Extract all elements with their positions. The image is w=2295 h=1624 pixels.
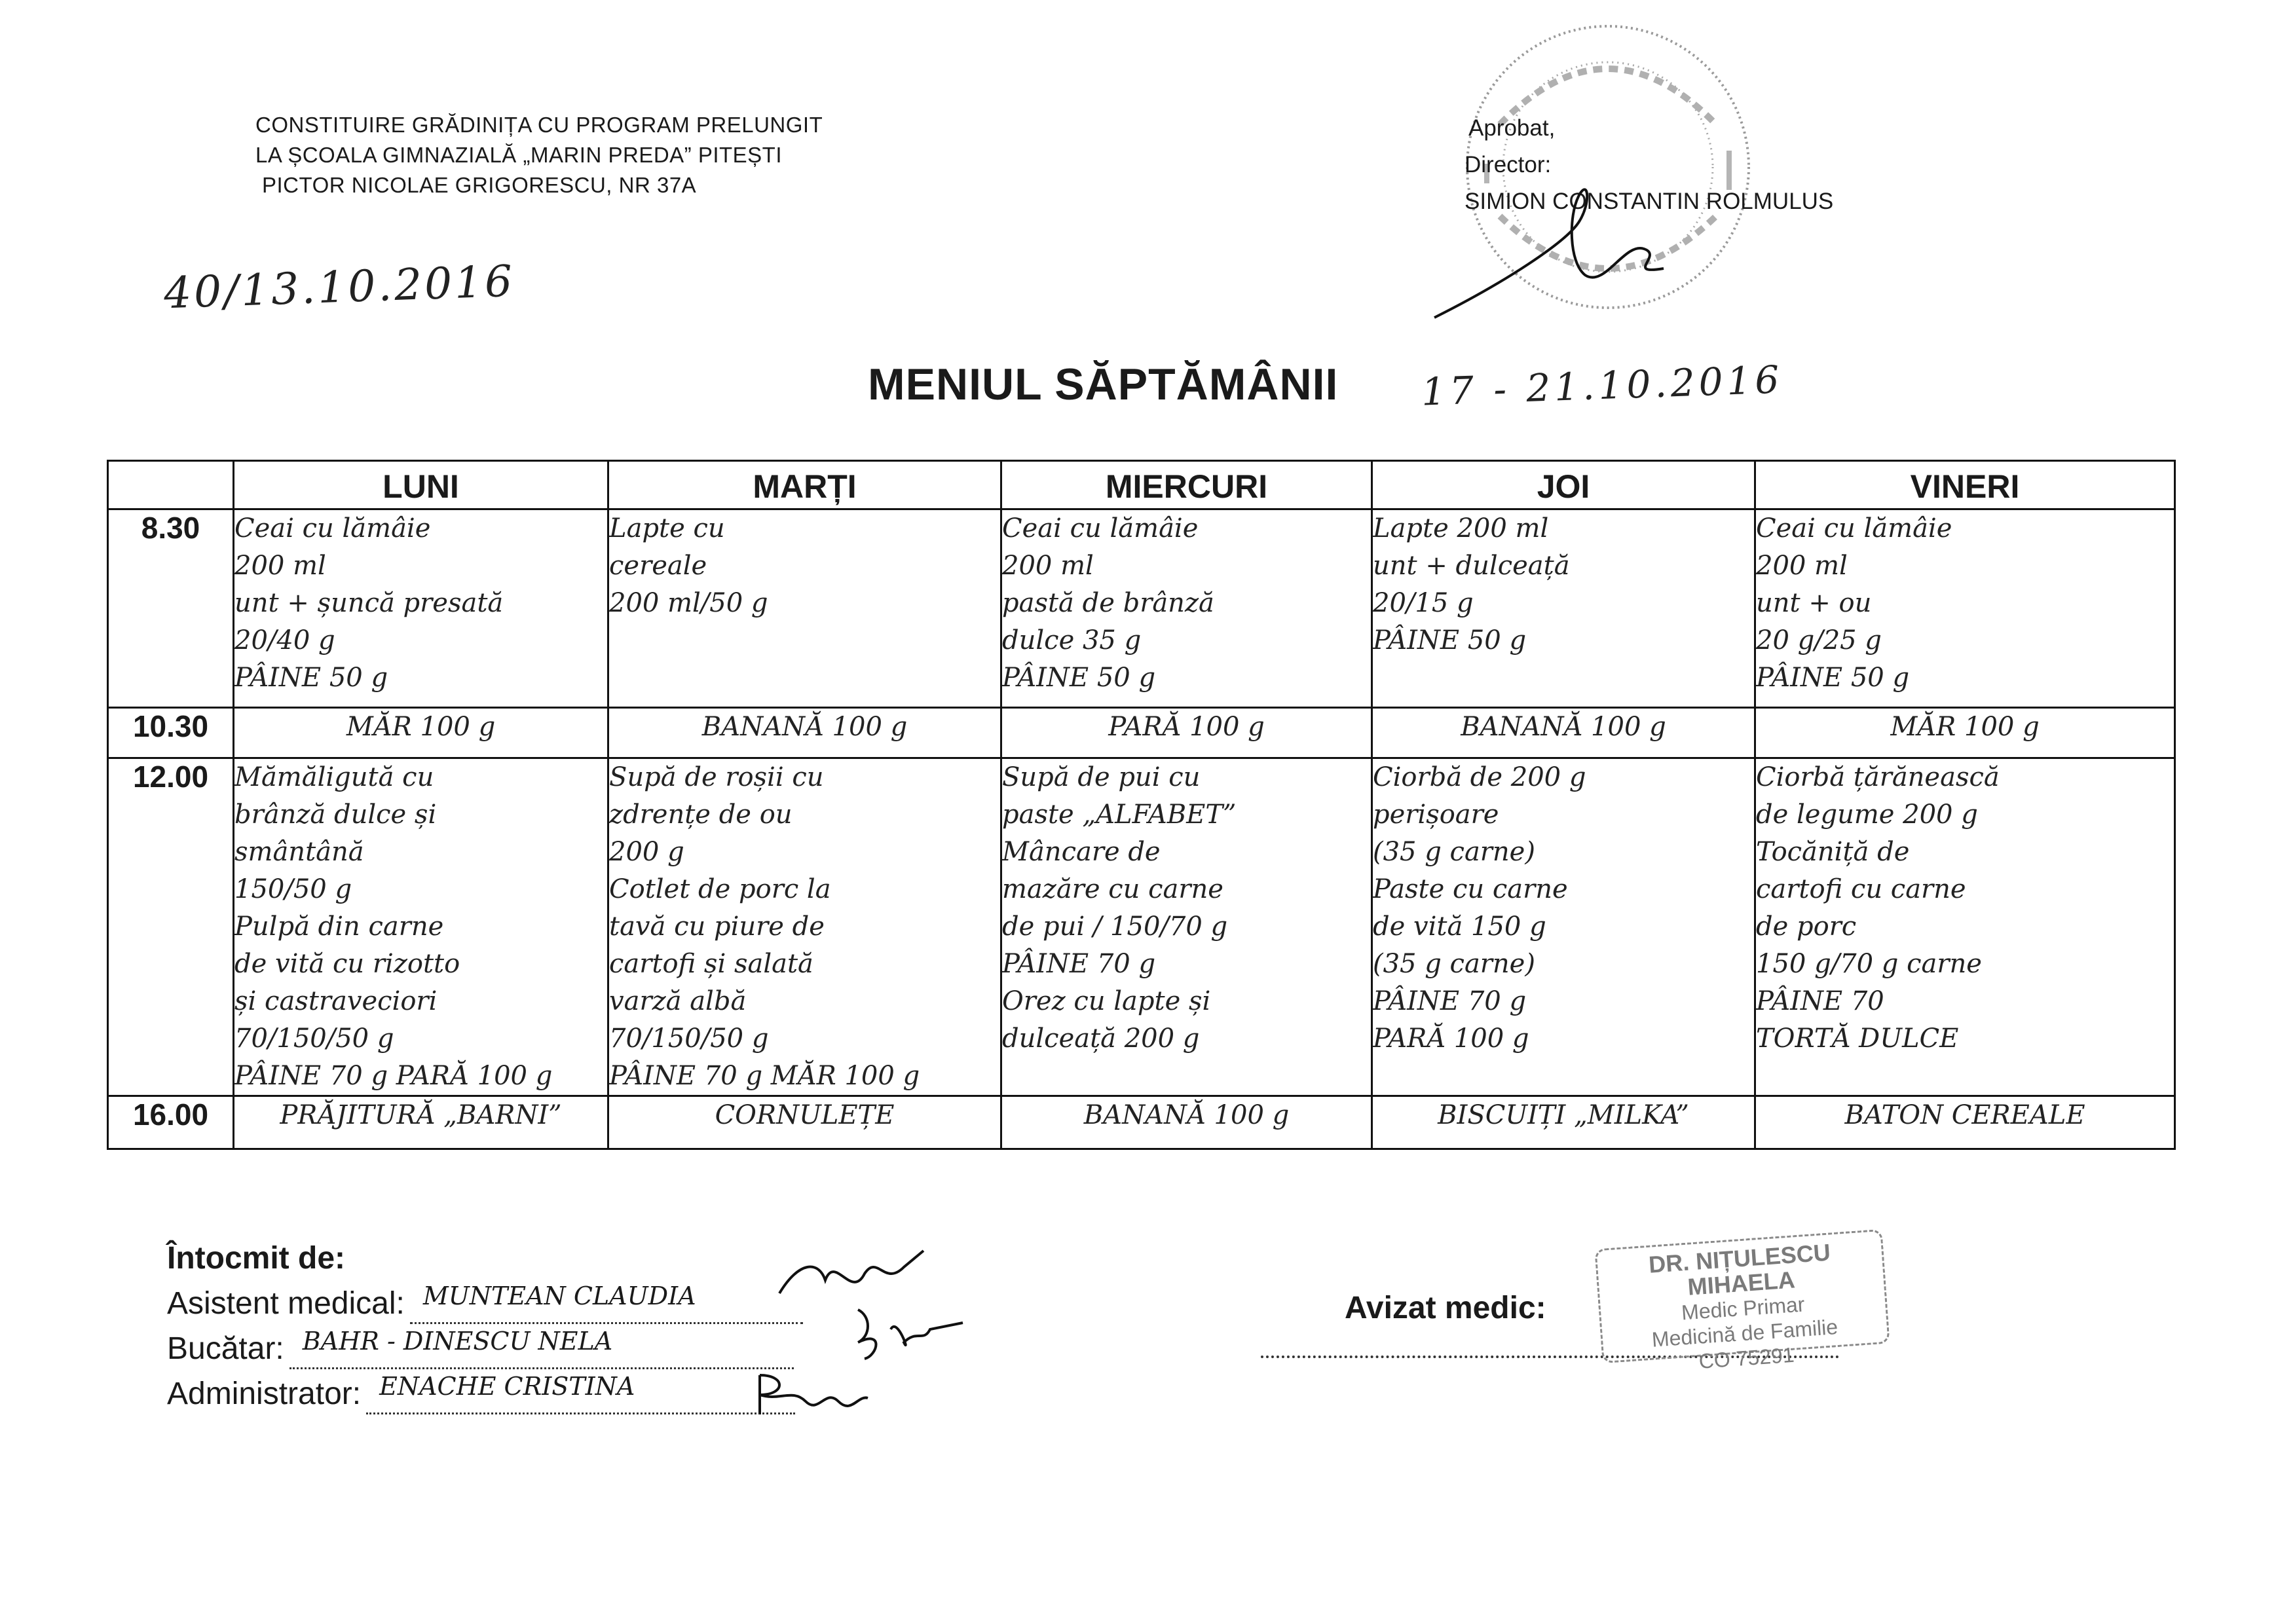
- menu-cell: [1001, 1096, 1372, 1149]
- table-row: [108, 509, 2175, 708]
- table-row: [108, 758, 2175, 1096]
- menu-item-line: PÂINE 50 g: [1002, 663, 1156, 693]
- menu-item-line: Supă de pui cu: [1002, 762, 1201, 792]
- menu-cell: [1755, 1096, 2175, 1149]
- menu-item-line: mazăre cu carne: [1002, 874, 1223, 904]
- menu-item-line: MĂR 100 g: [1890, 712, 2040, 742]
- menu-cell: [608, 1096, 1001, 1149]
- menu-item-line: BISCUIȚI „MILKA”: [1438, 1100, 1689, 1130]
- prepared-by-block: [167, 1238, 803, 1414]
- menu-item-line: cereale: [609, 551, 707, 581]
- menu-item-line: TORTĂ DULCE: [1756, 1024, 1959, 1054]
- menu-item-line: cartofi și salată: [609, 949, 813, 979]
- nurse-label: Asistent medical:: [167, 1286, 405, 1321]
- menu-item-line: Ciorbă țărănească: [1756, 762, 2000, 792]
- header-line-2: LA ȘCOALA GIMNAZIALĂ „MARIN PREDA” PITEȘTI: [255, 143, 783, 167]
- table-row: [108, 708, 2175, 758]
- menu-item-line: Mâncare de: [1002, 837, 1161, 867]
- menu-item-line: dulceață 200 g: [1002, 1024, 1200, 1054]
- menu-item-line: 200 ml: [1756, 551, 1848, 581]
- week-dates: 17 - 21.10.2016: [1420, 357, 1784, 415]
- menu-cell: [234, 708, 608, 758]
- page-title: MENIUL SĂPTĂMÂNII: [868, 360, 1339, 409]
- menu-item-line: BANANĂ 100 g: [701, 712, 908, 742]
- medical-stamp: [1594, 1229, 1890, 1373]
- menu-item-line: PÂINE 50 g: [1373, 625, 1527, 655]
- menu-cell: [1755, 509, 2175, 708]
- director-signature-icon: [1428, 164, 1729, 327]
- menu-cell: [234, 509, 608, 708]
- menu-item-line: Pulpă din carne: [234, 912, 444, 942]
- menu-item-line: unt + dulceață: [1373, 551, 1570, 581]
- menu-item-line: BANANĂ 100 g: [1461, 712, 1666, 742]
- menu-item-line: Ciorbă de 200 g: [1373, 762, 1586, 792]
- stamp-code: CO 75291: [1698, 1342, 1795, 1373]
- menu-cell: [608, 708, 1001, 758]
- menu-item-line: de pui / 150/70 g: [1002, 912, 1228, 942]
- meal-time: 12.00: [108, 758, 234, 1096]
- director-label: Director:: [1465, 152, 1552, 177]
- day-header: JOI: [1372, 461, 1755, 509]
- cook-line: [167, 1324, 803, 1369]
- cook-label: Bucătar:: [167, 1331, 284, 1366]
- menu-item-line: Mămăligută cu: [234, 762, 434, 792]
- menu-cell: [608, 758, 1001, 1096]
- header-line-3: PICTOR NICOLAE GRIGORESCU, NR 37A: [262, 173, 697, 197]
- day-header: LUNI: [234, 461, 608, 509]
- nurse-name: MUNTEAN CLAUDIA: [422, 1282, 696, 1310]
- menu-item-line: (35 g carne): [1373, 949, 1535, 979]
- meal-time: 16.00: [108, 1096, 234, 1149]
- admin-signature-icon: [747, 1369, 871, 1421]
- menu-item-line: Orez cu lapte și: [1002, 986, 1211, 1016]
- menu-item-line: 20/40 g: [234, 625, 335, 655]
- menu-cell: [1372, 708, 1755, 758]
- header-line-1: CONSTITUIRE GRĂDINIȚA CU PROGRAM PRELUNGIT: [255, 113, 823, 137]
- menu-cell: [234, 1096, 608, 1149]
- menu-item-line: Ceai cu lămâie: [1756, 513, 1952, 544]
- cook-signature-line: [289, 1324, 794, 1369]
- menu-item-line: Supă de roșii cu: [609, 762, 824, 792]
- menu-item-line: dulce 35 g: [1002, 625, 1142, 655]
- menu-cell: [1372, 509, 1755, 708]
- menu-item-line: de legume 200 g: [1756, 800, 1978, 830]
- table-row: [108, 1096, 2175, 1149]
- menu-item-line: smântână: [234, 837, 364, 867]
- menu-item-line: 150 g/70 g carne: [1756, 949, 1982, 979]
- menu-item-line: PÂINE 70 g MĂR 100 g: [609, 1061, 920, 1091]
- menu-item-line: BANANĂ 100 g: [1083, 1100, 1290, 1130]
- menu-item-line: PÂINE 50 g: [234, 663, 388, 693]
- menu-item-line: brânză dulce și: [234, 800, 437, 830]
- menu-item-line: de vită cu rizotto: [234, 949, 460, 979]
- menu-item-line: PARĂ 100 g: [1373, 1024, 1529, 1054]
- menu-cell: [1755, 708, 2175, 758]
- menu-item-line: 200 ml: [1002, 551, 1094, 581]
- menu-item-line: Lapte cu: [609, 513, 725, 544]
- stamp-title: Medic Primar: [1681, 1292, 1806, 1325]
- menu-item-line: Paste cu carne: [1373, 874, 1568, 904]
- menu-cell: [1372, 758, 1755, 1096]
- menu-cell: [1001, 509, 1372, 708]
- menu-item-line: paste „ALFABET”: [1002, 800, 1237, 830]
- menu-item-line: PÂINE 70 g: [1373, 986, 1527, 1016]
- menu-item-line: PÂINE 50 g: [1756, 663, 1910, 693]
- meal-time: 10.30: [108, 708, 234, 758]
- menu-item-line: unt + ou: [1756, 588, 1872, 618]
- admin-name: ENACHE CRISTINA: [379, 1372, 635, 1401]
- nurse-signature-line: [410, 1279, 803, 1324]
- menu-item-line: 200 ml/50 g: [609, 588, 768, 618]
- menu-cell: [234, 758, 608, 1096]
- menu-item-line: zdrențe de ou: [609, 800, 793, 830]
- menu-item-line: 70/150/50 g: [609, 1024, 769, 1054]
- stamp-doctor-name: DR. NIȚULESCU MIHAELA: [1647, 1238, 1832, 1301]
- menu-item-line: perișoare: [1373, 800, 1499, 830]
- menu-item-line: PÂINE 70: [1756, 986, 1884, 1016]
- menu-item-line: Cotlet de porc la: [609, 874, 831, 904]
- menu-item-line: tavă cu piure de: [609, 912, 825, 942]
- admin-signature-line: [366, 1369, 795, 1414]
- menu-item-line: Ceai cu lămâie: [1002, 513, 1199, 544]
- menu-cell: [1001, 758, 1372, 1096]
- admin-label: Administrator:: [167, 1376, 362, 1411]
- menu-item-line: 20 g/25 g: [1756, 625, 1882, 655]
- table-header-row: [108, 461, 2175, 509]
- admin-line: [167, 1369, 803, 1414]
- menu-item-line: de vită 150 g: [1373, 912, 1546, 942]
- menu-item-line: PÂINE 70 g: [1002, 949, 1156, 979]
- menu-table: [107, 460, 2176, 1150]
- day-header: VINERI: [1755, 461, 2175, 509]
- school-header: [255, 110, 823, 200]
- menu-item-line: 200 g: [609, 837, 684, 867]
- menu-item-line: varză albă: [609, 986, 747, 1016]
- menu-item-line: PARĂ 100 g: [1108, 712, 1265, 742]
- director-name: SIMION CONSTANTIN ROLMULUS: [1465, 189, 1834, 214]
- menu-item-line: Tocăniță de: [1756, 837, 1910, 867]
- meal-time: 8.30: [108, 509, 234, 708]
- day-header: MARȚI: [608, 461, 1001, 509]
- menu-cell: [1372, 1096, 1755, 1149]
- menu-item-line: 200 ml: [234, 551, 326, 581]
- menu-item-line: 20/15 g: [1373, 588, 1474, 618]
- prepared-by-label: Întocmit de:: [167, 1241, 345, 1276]
- menu-item-line: MĂR 100 g: [346, 712, 496, 742]
- day-header: MIERCURI: [1001, 461, 1372, 509]
- nurse-signature-icon: [773, 1247, 930, 1306]
- cook-name: BAHR - DINESCU NELA: [302, 1327, 613, 1356]
- medical-approval-label: Avizat medic:: [1345, 1291, 1546, 1325]
- menu-item-line: cartofi cu carne: [1756, 874, 1966, 904]
- nurse-line: [167, 1279, 803, 1324]
- menu-item-line: (35 g carne): [1373, 837, 1535, 867]
- menu-item-line: Ceai cu lămâie: [234, 513, 431, 544]
- menu-item-line: 70/150/50 g: [234, 1024, 394, 1054]
- menu-item-line: PÂINE 70 g PARĂ 100 g: [234, 1061, 553, 1091]
- menu-item-line: de porc: [1756, 912, 1857, 942]
- stamp-specialty: Medicină de Familie: [1651, 1314, 1839, 1352]
- registration-number: 40/13.10.2016: [162, 255, 516, 319]
- menu-cell: [608, 509, 1001, 708]
- menu-item-line: și castraveciori: [234, 986, 438, 1016]
- approval-label: Aprobat,: [1468, 115, 1556, 141]
- menu-item-line: pastă de brânză: [1002, 588, 1214, 618]
- menu-cell: [1001, 708, 1372, 758]
- menu-item-line: 150/50 g: [234, 874, 352, 904]
- menu-item-line: Lapte 200 ml: [1373, 513, 1549, 544]
- cook-signature-icon: [845, 1303, 969, 1362]
- time-header: [108, 461, 234, 509]
- menu-item-line: unt + șuncă presată: [234, 588, 504, 618]
- menu-cell: [1755, 758, 2175, 1096]
- menu-item-line: BATON CEREALE: [1844, 1100, 2085, 1130]
- menu-item-line: CORNULEȚE: [715, 1100, 895, 1130]
- menu-item-line: PRĂJITURĂ „BARNI”: [280, 1100, 562, 1130]
